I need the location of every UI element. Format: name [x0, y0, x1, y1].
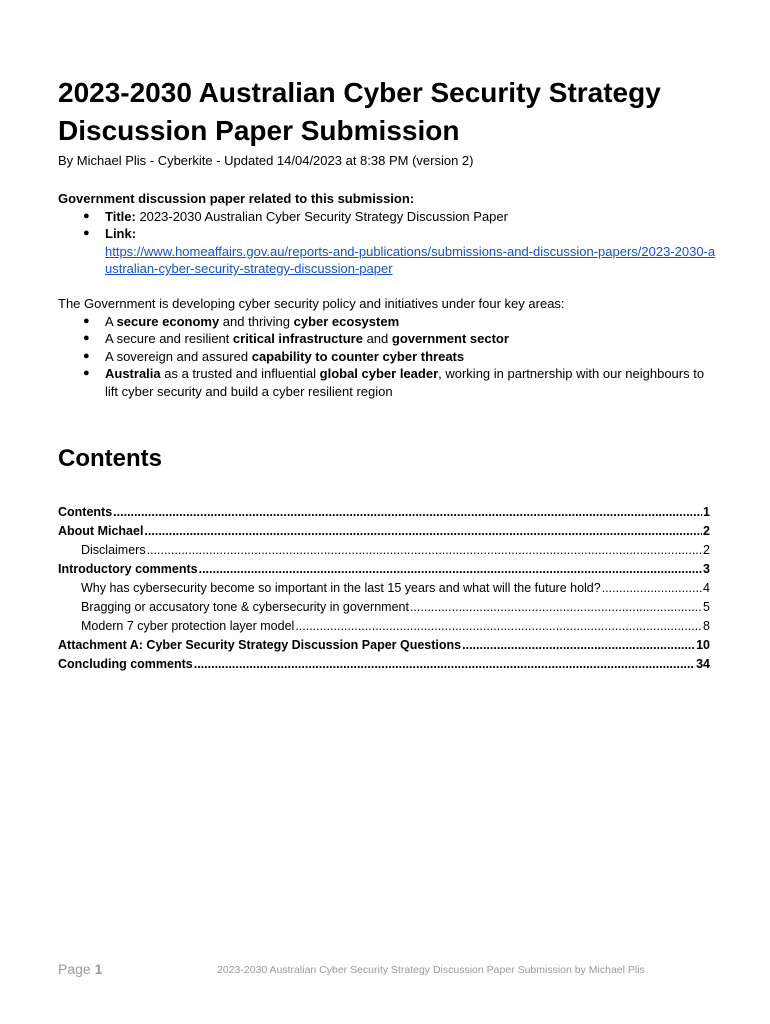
bullet-icon: ●: [83, 314, 90, 327]
list-item: [58, 313, 718, 331]
toc-entry-about-michael[interactable]: [58, 522, 710, 541]
item-bold-text: capability to counter cyber threats: [251, 348, 465, 364]
key-areas-list: [58, 313, 718, 401]
toc-page-number: 3: [703, 562, 710, 576]
title-label: Title:: [105, 208, 136, 224]
item-text: and thriving: [219, 313, 294, 329]
toc-entry-protection-layer-model[interactable]: [58, 617, 710, 636]
list-item: [58, 365, 718, 400]
toc-page-number: 4: [703, 581, 710, 595]
toc-page-number: 34: [696, 657, 710, 671]
document-title: 2023-2030 Australian Cyber Security Strategy Discussion Paper Submission: [58, 77, 661, 146]
discussion-paper-link[interactable]: https://www.homeaffairs.gov.au/reports-and-publications/submissions-and-discussion-papers/2023-2030-australian-cyber-security-strategy-discussion-paper: [105, 243, 716, 276]
toc-label: Why has cybersecurity become so important in the last 15 years and what will the future hold?: [81, 581, 601, 595]
toc-page-number: 8: [703, 619, 710, 633]
list-item: [58, 330, 718, 348]
item-text: as a trusted and influential: [160, 366, 320, 381]
toc-page-number: 10: [696, 638, 710, 652]
toc-leader: [113, 503, 702, 522]
toc-page-number: 2: [703, 543, 710, 557]
toc-label: Bragging or accusatory tone & cybersecurity in government: [81, 600, 409, 614]
item-text: and: [362, 331, 392, 346]
item-bold-text: global cyber leader: [319, 366, 439, 381]
toc-entry-introductory-comments[interactable]: [58, 560, 710, 579]
item-bold-text: Australia: [105, 366, 161, 381]
toc-label: Contents: [58, 505, 113, 519]
toc-label: Concluding comments: [58, 657, 193, 671]
link-label: Link:: [105, 226, 137, 241]
bullet-icon: ●: [83, 332, 90, 344]
item-text: A sovereign and assured: [105, 348, 252, 364]
government-paper-heading: Government discussion paper related to this submission:: [58, 191, 415, 206]
item-text: A: [105, 313, 117, 329]
table-of-contents: [58, 503, 710, 674]
toc-label: About Michael: [58, 524, 144, 538]
toc-entry-attachment-a[interactable]: [58, 636, 710, 655]
toc-page-number: 1: [703, 505, 710, 519]
footer-document-title: 2023-2030 Australian Cyber Security Strategy Discussion Paper Submission by Michael Plis: [217, 964, 645, 976]
item-text: A secure and resilient: [105, 331, 233, 346]
toc-page-number: 5: [703, 600, 710, 614]
toc-leader: [199, 560, 702, 579]
toc-leader: [194, 655, 695, 674]
contents-heading: Contents: [58, 445, 162, 472]
item-text: , working in partnership with our neighbours to lift cyber security and build a cyber resilient region: [105, 366, 705, 399]
toc-entry-contents[interactable]: [58, 503, 710, 522]
toc-page-number: 2: [703, 524, 710, 538]
toc-entry-bragging-tone[interactable]: [58, 598, 710, 617]
toc-label: Introductory comments: [58, 562, 198, 576]
toc-label: Disclaimers: [81, 543, 146, 557]
item-bold-text: secure economy: [116, 313, 220, 329]
toc-leader: [410, 598, 702, 617]
toc-leader: [147, 541, 702, 560]
government-paper-section: [58, 190, 718, 278]
list-item: [58, 208, 718, 226]
bullet-icon: ●: [83, 209, 90, 222]
item-bold-text: government sector: [391, 331, 509, 346]
list-item: [58, 348, 718, 366]
toc-entry-why-cybersecurity[interactable]: [58, 579, 710, 598]
toc-entry-concluding-comments[interactable]: [58, 655, 710, 674]
toc-entry-disclaimers[interactable]: [58, 541, 710, 560]
key-areas-section: [58, 295, 718, 400]
toc-leader: [295, 617, 702, 636]
bullet-icon: ●: [83, 367, 90, 379]
footer-page-value: 1: [94, 961, 103, 977]
toc-leader: [462, 636, 695, 655]
footer-page-number: [58, 961, 102, 977]
list-item: [58, 225, 718, 278]
title-value: 2023-2030 Australian Cyber Security Strategy Discussion Paper: [135, 208, 508, 224]
toc-label: Modern 7 cyber protection layer model: [81, 619, 295, 633]
toc-leader: [602, 579, 702, 598]
toc-leader: [144, 522, 702, 541]
item-bold-text: cyber ecosystem: [293, 313, 400, 329]
byline: By Michael Plis - Cyberkite - Updated 14/04/2023 at 8:38 PM (version 2): [58, 153, 474, 168]
footer-page-word: Page: [58, 961, 91, 977]
government-paper-list: [58, 208, 718, 278]
toc-label: Attachment A: Cyber Security Strategy Discussion Paper Questions: [58, 638, 462, 652]
key-areas-intro: The Government is developing cyber security policy and initiatives under four key areas:: [58, 296, 565, 311]
bullet-icon: ●: [83, 349, 90, 362]
item-bold-text: critical infrastructure: [232, 331, 363, 346]
bullet-icon: ●: [83, 227, 90, 239]
